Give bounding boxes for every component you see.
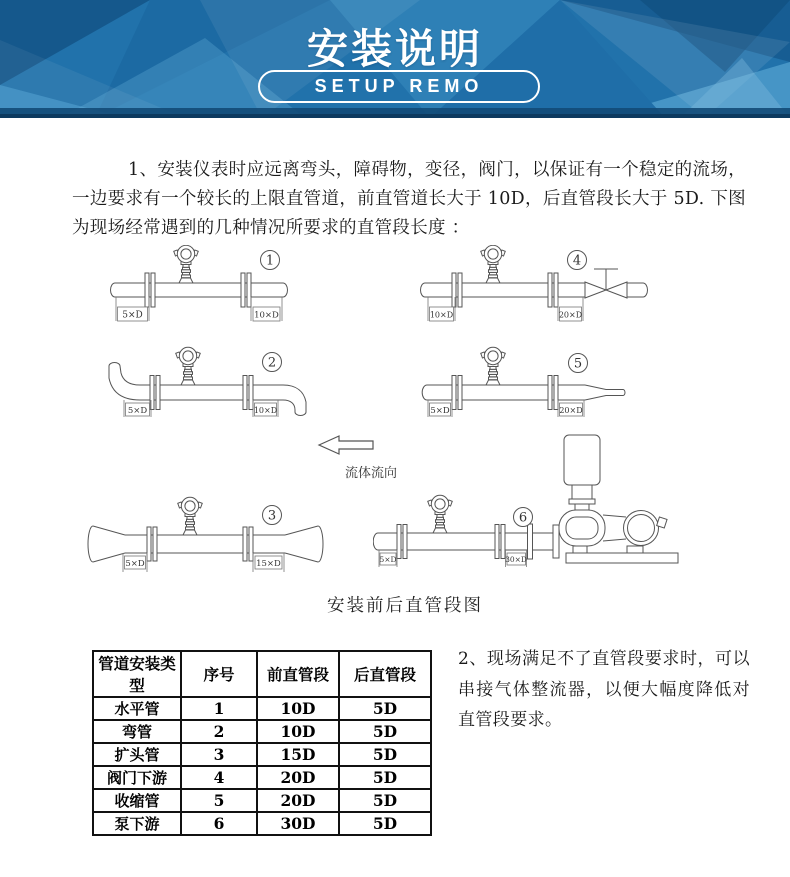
- svg-text:10×D: 10×D: [429, 310, 454, 320]
- dimension-right: [505, 550, 527, 567]
- svg-text:5×D: 5×D: [125, 558, 145, 569]
- cell-downstream: 5D: [339, 743, 431, 766]
- table-row: [93, 743, 431, 766]
- svg-text:30×D: 30×D: [505, 555, 527, 564]
- svg-text:2: 2: [267, 355, 277, 371]
- diagram-number-badge: [568, 251, 587, 270]
- diagram-expander-pipe: [80, 488, 335, 583]
- pump-blower-icon: [528, 435, 679, 563]
- diagram-number-badge: [261, 251, 280, 270]
- table-row: [93, 720, 431, 743]
- diagram-number-badge: [263, 506, 282, 525]
- flange-icon: [147, 527, 157, 561]
- dimension-left: [123, 553, 147, 572]
- diagram-valve-downstream: [410, 245, 655, 330]
- flange-icon: [150, 376, 160, 410]
- svg-text:6: 6: [518, 510, 528, 526]
- header-cell: 管道安装类型: [93, 651, 181, 697]
- cell-index: 5: [181, 789, 257, 812]
- diagram-horizontal-pipe: [100, 245, 300, 330]
- cell-downstream: 5D: [339, 812, 431, 835]
- flange-icon: [452, 273, 462, 307]
- svg-text:5×D: 5×D: [379, 555, 397, 564]
- svg-text:1: 1: [265, 253, 275, 269]
- flow-meter-icon: [481, 245, 505, 283]
- flange-icon: [495, 525, 505, 559]
- reducer-cone: [585, 385, 623, 390]
- cell-type: 水平管: [93, 697, 181, 720]
- flow-meter-icon: [178, 497, 202, 535]
- svg-text:5×D: 5×D: [127, 405, 148, 416]
- dimension-right: [558, 400, 584, 417]
- diagram-number-badge: [263, 353, 282, 372]
- cell-index: 1: [181, 697, 257, 720]
- flange-icon: [243, 527, 253, 561]
- flange-icon: [452, 376, 462, 410]
- cell-upstream: 20D: [257, 789, 339, 812]
- flow-meter-icon: [428, 495, 452, 533]
- cell-index: 4: [181, 766, 257, 789]
- table-row: [93, 812, 431, 835]
- diagram-reducer-pipe: [410, 340, 635, 420]
- subtitle-pill: [258, 70, 540, 103]
- svg-text:5: 5: [573, 356, 583, 372]
- diagram-pump-downstream: [373, 430, 693, 572]
- flange-icon: [241, 273, 251, 307]
- header-cell: 前直管段: [257, 651, 339, 697]
- cell-type: 阀门下游: [93, 766, 181, 789]
- svg-text:5×D: 5×D: [122, 310, 143, 321]
- pipe-install-table: [92, 650, 432, 836]
- dimension-left: [428, 400, 452, 417]
- dimension-right: [251, 297, 282, 321]
- svg-text:4: 4: [572, 253, 582, 269]
- svg-text:3: 3: [267, 508, 277, 524]
- table-header-row: [93, 651, 431, 697]
- cell-type: 弯管: [93, 720, 181, 743]
- page-title: 安装说明: [307, 26, 483, 72]
- dimension-left: [124, 400, 151, 417]
- svg-text:20×D: 20×D: [558, 310, 583, 320]
- flow-meter-icon: [174, 245, 198, 283]
- cell-index: 6: [181, 812, 257, 835]
- svg-text:10×D: 10×D: [254, 310, 279, 321]
- cell-upstream: 20D: [257, 766, 339, 789]
- flow-meter-icon: [481, 347, 505, 385]
- table-row: [93, 766, 431, 789]
- table-row: [93, 789, 431, 812]
- flange-icon: [145, 273, 155, 307]
- cell-type: 扩头管: [93, 743, 181, 766]
- cell-upstream: 10D: [257, 697, 339, 720]
- cell-upstream: 30D: [257, 812, 339, 835]
- header-cell: 后直管段: [339, 651, 431, 697]
- cell-downstream: 5D: [339, 766, 431, 789]
- diagram-number-badge: [569, 354, 588, 373]
- dimension-right: [253, 400, 278, 417]
- cell-upstream: 15D: [257, 743, 339, 766]
- flow-direction-label: 流体流向: [344, 466, 398, 481]
- header-cell: 序号: [181, 651, 257, 697]
- dimension-left: [116, 297, 149, 321]
- page-subtitle: SETUP REMO: [314, 76, 484, 96]
- cell-index: 2: [181, 720, 257, 743]
- svg-text:10×D: 10×D: [253, 405, 278, 415]
- cell-upstream: 10D: [257, 720, 339, 743]
- flange-icon: [548, 273, 558, 307]
- cell-downstream: 5D: [339, 720, 431, 743]
- expander-opening: [88, 526, 93, 562]
- cell-type: 泵下游: [93, 812, 181, 835]
- note-paragraph: 2、现场满足不了直管段要求时，可以串接气体整流器，以便大幅度降低对直管段要求。: [458, 649, 750, 730]
- dimension-right: [253, 553, 284, 572]
- cell-type: 收缩管: [93, 789, 181, 812]
- dimension-left: [379, 550, 397, 567]
- dimension-left: [428, 297, 455, 321]
- cell-downstream: 5D: [339, 789, 431, 812]
- cell-downstream: 5D: [339, 697, 431, 720]
- cell-index: 3: [181, 743, 257, 766]
- flange-icon: [548, 376, 558, 410]
- svg-text:20×D: 20×D: [559, 405, 583, 415]
- elbow-opening: [109, 363, 120, 367]
- intro-paragraph: 1、安装仪表时应远离弯头，障碍物，变径，阀门，以保证有一个稳定的流场，一边要求有一个较长的上限直管道，前直管道长大于 10D，后直管段长大于 5D. 下图为现场经常遇到的几种情况所要求的直管段长度 ：: [72, 160, 746, 238]
- diagram-number-badge: [514, 508, 533, 527]
- table-row: [93, 697, 431, 720]
- diagram-caption: 安装前后直管段图: [327, 596, 483, 616]
- diagram-elbow-pipe: [95, 340, 310, 420]
- svg-text:5×D: 5×D: [430, 405, 450, 416]
- flow-meter-icon: [176, 347, 200, 385]
- dimension-right: [558, 297, 583, 321]
- left-arrow-icon: [319, 436, 373, 454]
- flange-icon: [397, 525, 407, 559]
- svg-text:15×D: 15×D: [256, 558, 281, 569]
- flange-icon: [243, 376, 253, 410]
